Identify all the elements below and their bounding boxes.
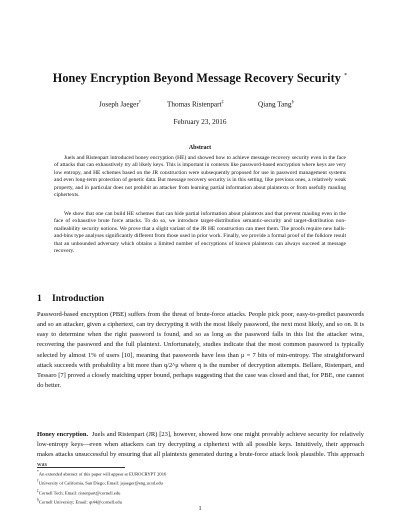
page-number: 1 [198,505,202,512]
author-footnote-mark: ‡ [221,99,224,104]
footnote-text: University of California, San Diego; Email: jsjaeger@eng.ucsd.edu [38,480,163,486]
abstract-paragraph: Juels and Ristenpart introduced honey encryption (HE) and showed how to achieve message recovery security even in the face of attacks that can exhaustively try all likely keys. This is important in contexts like password-based encryption where keys are very low entropy, and HE schemes based on the JR construction were subsequently proposed for use in password management systems and even long-term protection of genetic data. But message recovery security is in this setting, like previous ones, a relatively weak property, and in particular does not prohibit an attacker from learning partial information about plaintexts or from usefully mauling ciphertexts. [54,155,346,199]
author-name: Qiang Tang [258,100,292,109]
author-footnote-mark: § [291,99,294,104]
footnote-text: Cornell Tech; Email: ristenpart@cornell.edu [38,490,121,496]
section-title: Introduction [52,293,105,304]
section-heading [37,293,104,304]
abstract-heading: Abstract [188,145,212,151]
author [167,99,224,108]
body-paragraph [37,430,364,471]
paper-date: February 23, 2016 [173,118,227,126]
footnote-mark: § [37,498,39,503]
footnote-text: An extended abstract of this paper will appear at EUROCRYPT 2016 [38,471,167,477]
footnote-rule [37,467,125,468]
paper-title [0,71,400,86]
paragraph-run-in-heading: Honey encryption. [37,431,89,438]
footnote [37,469,364,478]
footnote-mark: * [37,470,39,474]
footnote-mark: † [37,479,39,484]
title-text: Honey Encryption Beyond Message Recovery Security [52,71,341,85]
author-name: Joseph Jaeger [99,100,139,109]
author-name: Thomas Ristenpart [167,100,222,109]
author [258,99,294,108]
author-list [0,99,400,111]
title-footnote-mark: * [344,72,348,79]
body-paragraph: Password-based encryption (PBE) suffers from the threat of brute-force attacks. People pick poor, easy-to-predict passwords and so an attacker, given a ciphertext, can try decrypting it with the most likely password, the next most likely, and so on. It is easy to determine when the right password is found, and so as long as the password falls in this list the attacker wins, recovering the password and the full plaintext. Unfortunately, studies indicate that the most common password is typically selected by almost 1% of users [10], meaning that passwords have less than μ = 7 bits of min-entropy. The straightforward attack succeeds with probability a bit more than q/2^μ where q is the number of decryption attempts. Bellare, Ristenpart, and Tessaro [7] proved a closely matching upper bound, perhaps suggesting that the case was closed and that, for PBE, one cannot do better. [37,311,364,390]
footnote-text: Cornell University; Email: qt44@cornell.edu [38,499,122,505]
footnote-mark: ‡ [37,488,39,493]
footnotes [37,469,364,507]
footnote [37,488,364,497]
footnote [37,478,364,487]
author-footnote-mark: † [138,99,142,104]
paragraph-text: Juels and Ristenpart (JR) [23], however, showed how one might provably achieve security for relatively low-entropy keys—even when attackers can try decrypting a ciphertext with all possible keys. Intuitively, their approach makes attacks unsuccessful by ensuring that all plaintexts generated during a brute-force attack look plausible. This approach was [37,431,365,469]
author [99,99,141,108]
section-number: 1 [37,293,42,304]
abstract-paragraph: We show that one can build HE schemes that can hide partial information about plaintexts and that prevent mauling even in the face of exhaustive brute force attacks. To do so, we introduce target-distribution semantic-security and target-distribution non-malleability security notions. We prove that a slight variant of the JR HE construction can meet them. The proofs require new balls-and-bins type analyses significantly different from those used in prior work. Finally, we provide a formal proof of the folklore result that an unbounded adversary which obtains a limited number of encryptions of known plaintexts can always succeed at message recovery. [54,211,346,255]
